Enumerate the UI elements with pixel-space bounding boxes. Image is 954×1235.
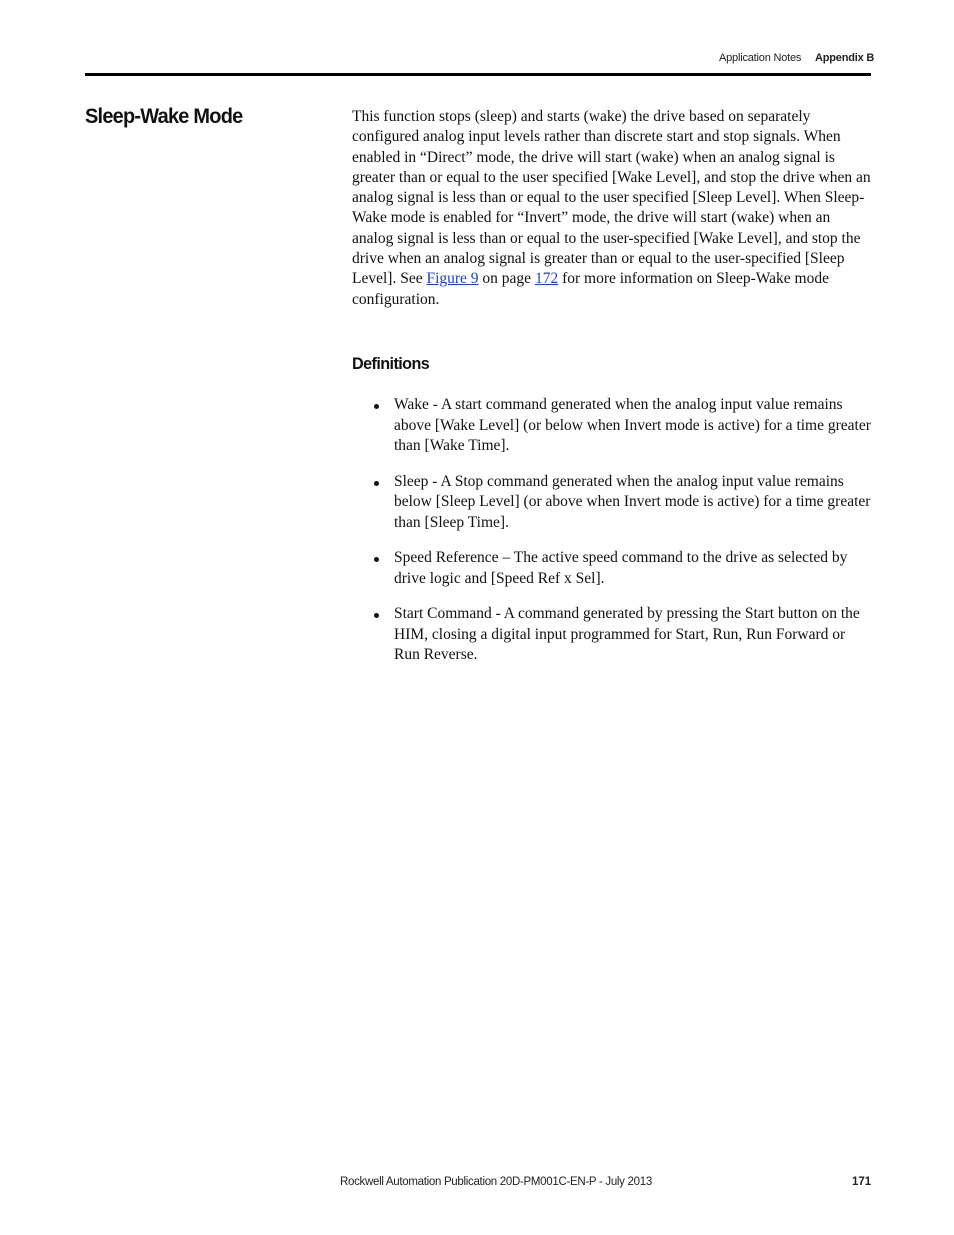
bullet-icon bbox=[374, 481, 379, 486]
intro-text-mid: on page bbox=[478, 270, 535, 288]
bullet-icon bbox=[374, 557, 379, 562]
section-title: Sleep-Wake Mode bbox=[85, 105, 243, 128]
definition-text: Speed Reference – The active speed command to the drive as selected by drive logic and [Speed Ref x Sel]. bbox=[394, 549, 848, 587]
list-item bbox=[352, 472, 874, 534]
definition-text: Wake - A start command generated when the analog input value remains above [Wake Level] (or below when Invert mode is active) for a time greater than [Wake Time]. bbox=[394, 396, 871, 454]
definition-text: Start Command - A command generated by pressing the Start button on the HIM, closing a digital input programmed for Start, Run, Run Forward or Run Reverse. bbox=[394, 605, 860, 663]
intro-text: This function stops (sleep) and starts (wake) the drive based on separately configured analog input levels rather than discrete start and stop signals. When enabled in “Direct” mode, the drive will start (wake) when an analog signal is greater than or equal to the user specified [Wake Level], and stop the drive when an analog signal is less than or equal to the user specified [Sleep Level]. When Sleep-Wake mode is enabled for “Invert” mode, the drive will start (wake) when an analog signal is less than or equal to the user-specified [Wake Level], and stop the drive when an analog signal is greater than or equal to the user-specified [Sleep Level]. See bbox=[352, 108, 871, 288]
figure-link[interactable]: Figure 9 bbox=[426, 270, 479, 288]
list-item bbox=[352, 395, 874, 457]
intro-paragraph bbox=[352, 107, 872, 310]
intro-text-end: for more information on Sleep-Wake mode configuration. bbox=[352, 270, 829, 308]
definitions-heading: Definitions bbox=[352, 354, 430, 373]
list-item bbox=[352, 548, 874, 589]
bullet-icon bbox=[374, 404, 379, 409]
definition-text: Sleep - A Stop command generated when the analog input value remains below [Sleep Level] (or above when Invert mode is active) for a time greater than [Sleep Time]. bbox=[394, 472, 871, 531]
header-appendix-label: Appendix B bbox=[815, 52, 875, 64]
definitions-list bbox=[352, 395, 874, 681]
footer-page-number: 171 bbox=[852, 1176, 872, 1188]
header-section-label: Application Notes bbox=[719, 52, 802, 64]
list-item bbox=[352, 604, 874, 666]
footer-publication: Rockwell Automation Publication 20D-PM001C-EN-P - July 2013 bbox=[340, 1176, 652, 1188]
page-link[interactable]: 172 bbox=[534, 270, 559, 288]
bullet-icon bbox=[374, 613, 379, 618]
header-rule bbox=[85, 73, 871, 76]
